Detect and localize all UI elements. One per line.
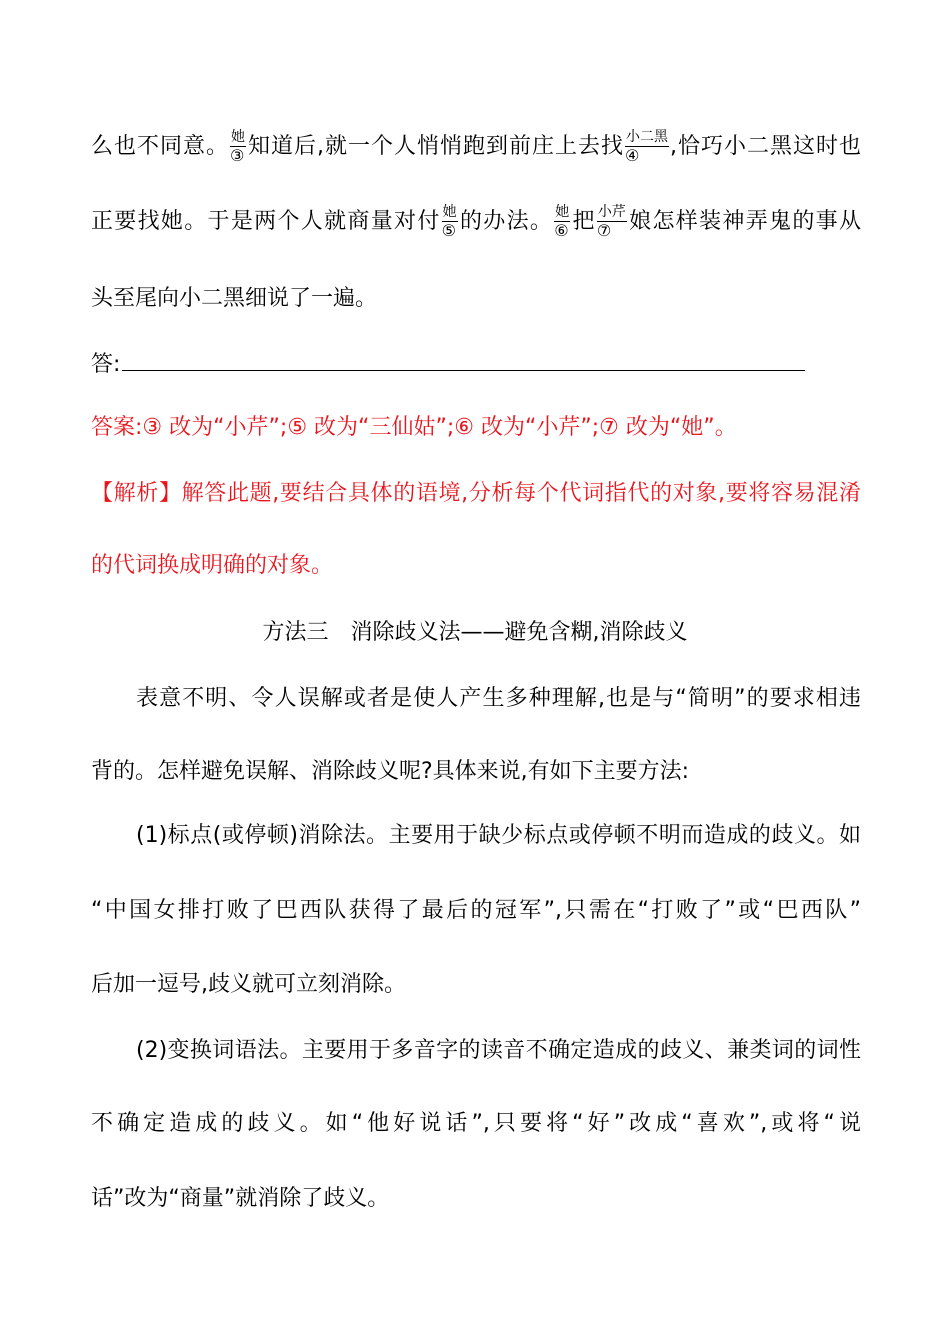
intro-line-1: 表意不明、令人误解或者是使人产生多种理解,也是与“简明”的要求相违 (136, 686, 861, 711)
method1-line-3: 后加一逗号,歧义就可立刻消除。 (91, 972, 406, 997)
mark-number: ③ (230, 146, 245, 165)
pronoun-mark-7 (597, 205, 627, 239)
mark-number: ④ (625, 146, 640, 165)
mark-number: ⑤ (441, 221, 457, 240)
passage-line-3: 头至尾向小二黑细说了一遍。 (91, 286, 378, 311)
passage-text: 的办法。 (458, 209, 554, 234)
mark-word: 小芹 (597, 204, 626, 220)
passage-text: 正要找她。于是两个人就商量对付 (91, 209, 441, 234)
answer-prompt-label: 答: (91, 352, 121, 377)
pronoun-mark-6 (554, 205, 570, 239)
mark-word: 她 (442, 204, 457, 220)
mark-number: ⑦ (596, 221, 612, 240)
passage-text: 知道后,就一个人悄悄跑到前庄上去找 (247, 134, 624, 159)
method2-line-2: 不确定造成的歧义。如“他好说话”,只要将“好”改成“喜欢”,或将“说 (91, 1111, 861, 1136)
analysis-line-2: 的代词换成明确的对象。 (91, 553, 334, 578)
section-title: 方法三 消除歧义法——避免含糊,消除歧义 (262, 620, 688, 645)
passage-text: 把 (571, 209, 596, 234)
pronoun-mark-3 (230, 130, 246, 164)
analysis-line-1: 【解析】解答此题,要结合具体的语境,分析每个代词指代的对象,要将容易混淆 (91, 481, 861, 506)
pronoun-mark-4 (625, 130, 669, 164)
mark-word: 小二黑 (626, 129, 668, 145)
passage-text: 么也不同意。 (91, 134, 229, 159)
answer-blank[interactable] (122, 348, 805, 371)
answer-prompt-line (91, 348, 861, 380)
passage-text: ,恰巧小二黑这时也 (670, 134, 861, 159)
mark-word: 她 (555, 204, 570, 220)
mark-number: ⑥ (554, 221, 569, 240)
pronoun-mark-5 (442, 205, 458, 239)
method1-line-1: (1)标点(或停顿)消除法。主要用于缺少标点或停顿不明而造成的歧义。如 (136, 823, 861, 848)
passage-text: 娘怎样装神弄鬼的事从 (627, 209, 861, 234)
mark-word: 她 (231, 129, 245, 145)
passage-line-2 (91, 205, 861, 239)
intro-line-2: 背的。怎样避免误解、消除歧义呢?具体来说,有如下主要方法: (91, 759, 690, 784)
method1-line-2: “中国女排打败了巴西队获得了最后的冠军”,只需在“打败了”或“巴西队” (91, 898, 861, 923)
method2-line-3: 话”改为“商量”就消除了歧义。 (91, 1186, 390, 1211)
passage-line-1 (91, 130, 861, 164)
method2-line-1: (2)变换词语法。主要用于多音字的读音不确定造成的歧义、兼类词的词性 (136, 1038, 861, 1063)
answer-key: 答案:③ 改为“小芹”;⑤ 改为“三仙姑”;⑥ 改为“小芹”;⑦ 改为“她”。 (91, 415, 737, 440)
